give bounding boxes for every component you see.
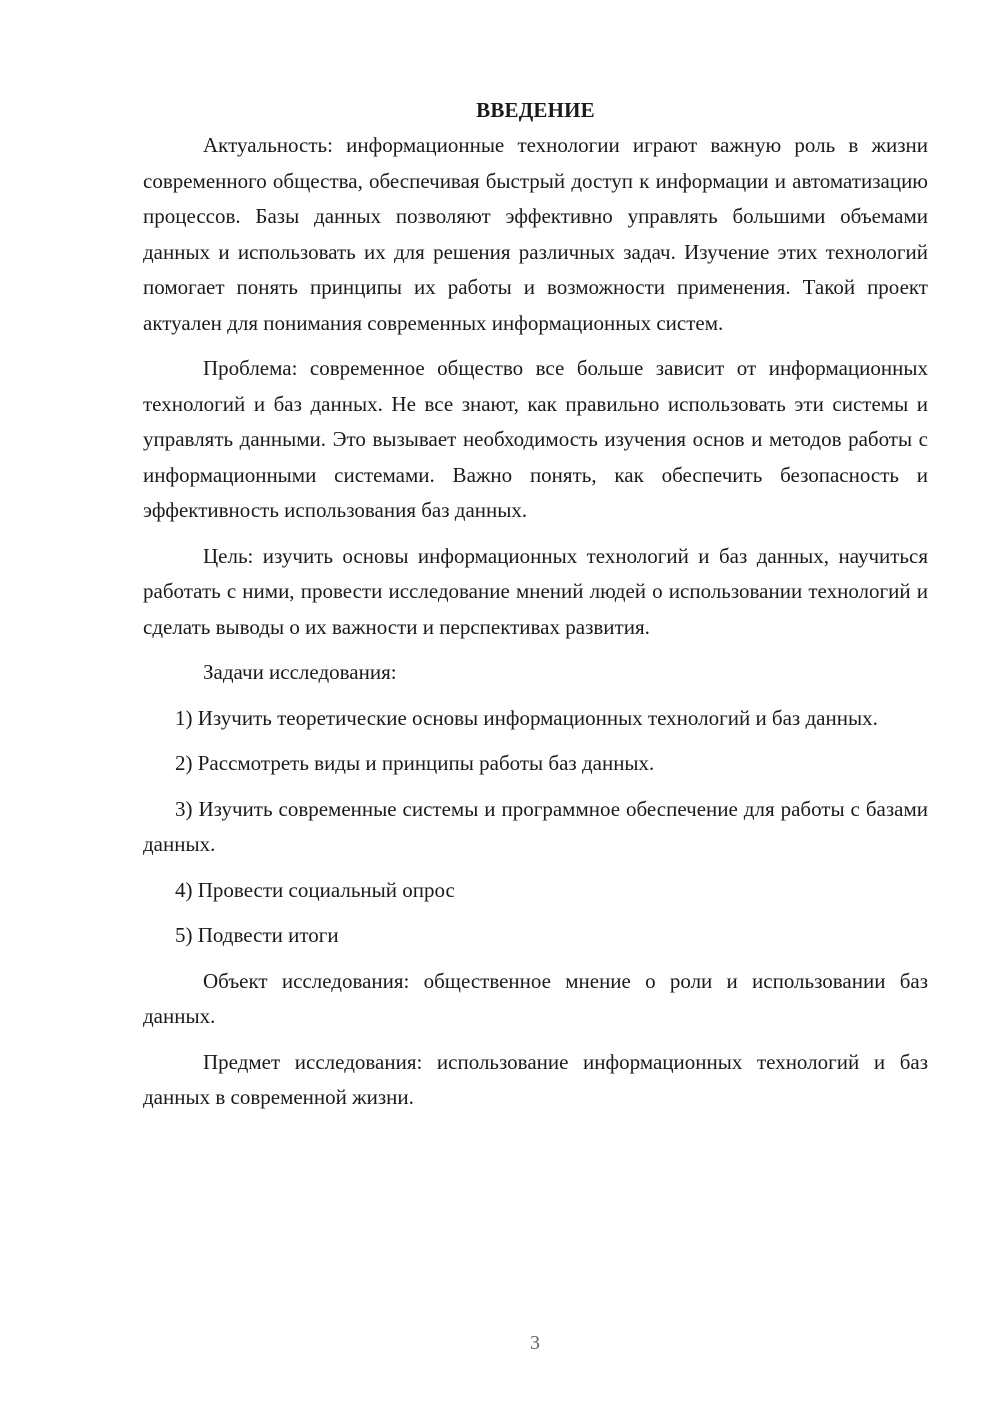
task-item-4: 4) Провести социальный опрос xyxy=(175,877,455,902)
relevance-paragraph: Актуальность: информационные технологии играют важную роль в жизни современного общества, обеспечивая быстрый доступ к информации и автоматизацию процессов. Базы данных позволяют эффективно управлять большими объемами данных и использовать их для решения различных задач. Изучение этих технологий помогает понять принципы их работы и возможности применения. Такой проект актуален для понимания современных информационных систем. xyxy=(143,133,928,335)
section-title: ВВЕДЕНИЕ xyxy=(476,98,595,122)
task-item-1: 1) Изучить теоретические основы информационных технологий и баз данных. xyxy=(175,705,878,730)
goal-paragraph: Цель: изучить основы информационных технологий и баз данных, научиться работать с ними, провести исследование мнений людей о использовании технологий и сделать выводы о их важности и перспективах развития. xyxy=(143,543,928,639)
task-item-2: 2) Рассмотреть виды и принципы работы баз данных. xyxy=(175,751,655,775)
problem-paragraph: Проблема: современное общество все больше зависит от информационных технологий и баз данных. Не все знают, как правильно использовать эти системы и управлять данными. Это вызывает необходимость изучения основ и методов работы с информационными системами. Важно понять, как обеспечить безопасность и эффективность использования баз данных. xyxy=(143,356,928,522)
task-item-3: 3) Изучить современные системы и программное обеспечение для работы с базами данных. xyxy=(143,796,928,856)
page-number: 3 xyxy=(530,1332,540,1354)
subject-paragraph: Предмет исследования: использование информационных технологий и баз данных в современной жизни. xyxy=(143,1049,928,1109)
page-content xyxy=(143,93,928,1116)
tasks-heading: Задачи исследования: xyxy=(203,660,397,684)
task-item-5: 5) Подвести итоги xyxy=(175,923,339,947)
object-paragraph: Объект исследования: общественное мнение о роли и использовании баз данных. xyxy=(143,968,928,1028)
